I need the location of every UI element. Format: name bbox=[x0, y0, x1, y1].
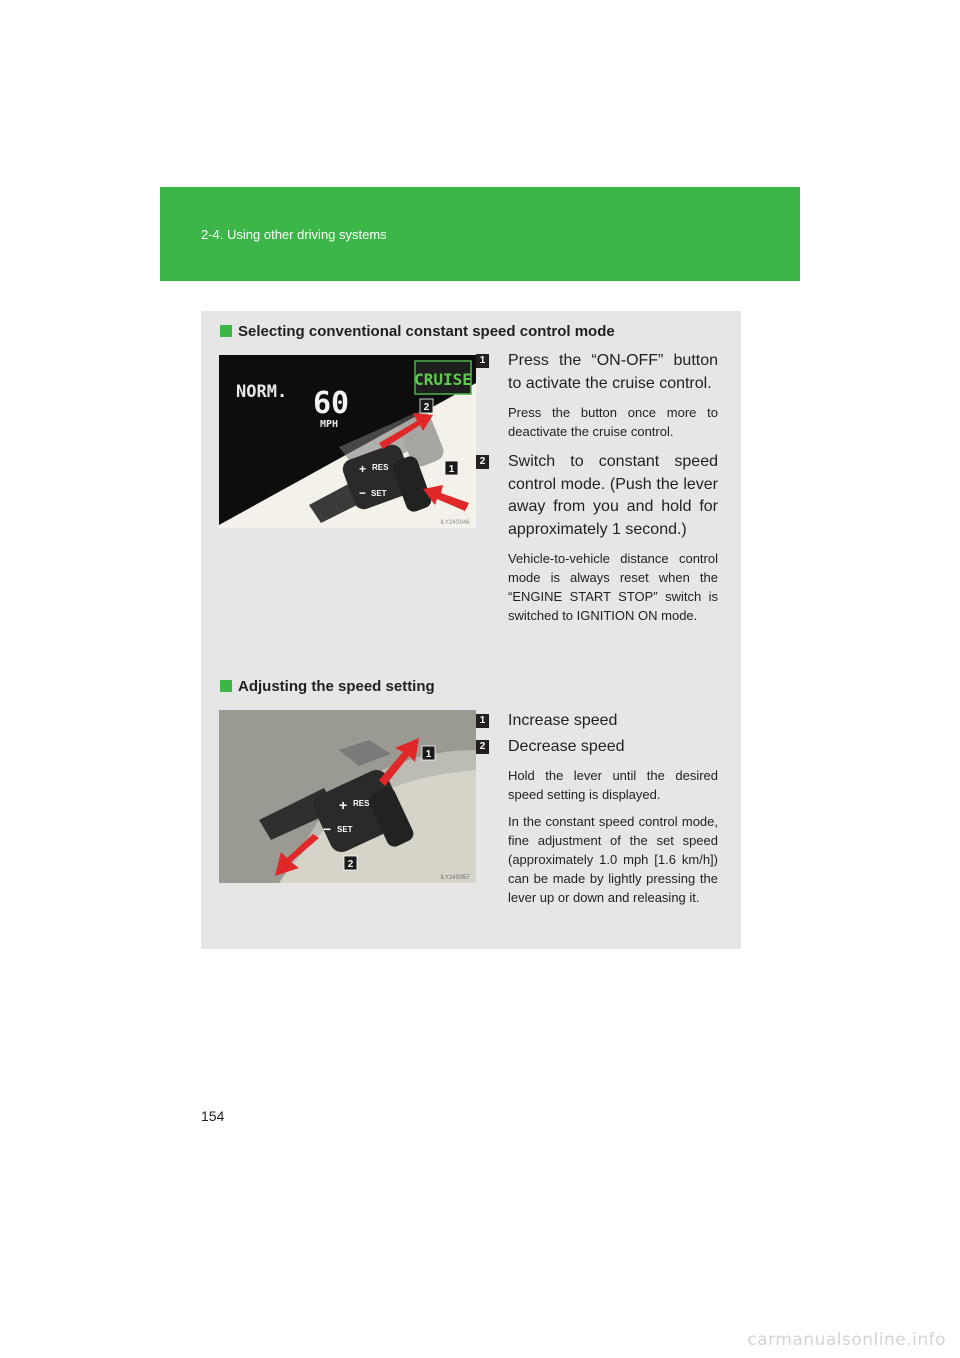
bullet-square-icon bbox=[220, 325, 232, 337]
set-label: SET bbox=[371, 489, 387, 498]
step-item bbox=[476, 710, 718, 733]
lever-diagram-2 bbox=[219, 710, 476, 883]
step-item bbox=[476, 451, 718, 541]
image-callout-1: 1 bbox=[425, 749, 432, 760]
image-callout-2: 2 bbox=[423, 402, 430, 413]
page-number: 154 bbox=[201, 1108, 225, 1124]
section1-heading: Selecting conventional constant speed control mode bbox=[220, 323, 615, 340]
step-note: Vehicle-to-vehicle distance control mode is always reset when the “ENGINE START STOP” switch is switched to IGNITION ON mode. bbox=[508, 551, 718, 623]
section2-heading: Adjusting the speed setting bbox=[220, 678, 435, 695]
image-code-1: ILY24S046 bbox=[440, 520, 470, 526]
lever-diagram-1 bbox=[219, 355, 476, 528]
section1-steps bbox=[476, 350, 718, 625]
section-header-band bbox=[160, 187, 800, 281]
step-item bbox=[476, 736, 718, 759]
res-label: RES bbox=[372, 463, 389, 472]
image-callout-1: 1 bbox=[448, 464, 455, 475]
speed-adjust-illustration bbox=[219, 710, 476, 883]
step-item bbox=[476, 350, 718, 395]
step-note: Press the button once more to deactivate the cruise control. bbox=[508, 405, 718, 439]
image-callout-2: 2 bbox=[347, 859, 354, 870]
step-note: Hold the lever until the desired speed setting is displayed. bbox=[508, 768, 718, 802]
res-label: RES bbox=[353, 799, 370, 808]
speed-readout: 60 bbox=[313, 386, 350, 421]
watermark bbox=[560, 1322, 960, 1358]
step-number-badge: 2 bbox=[476, 455, 489, 469]
cruise-indicator-text: CRUISE bbox=[414, 370, 472, 389]
step-number-badge: 2 bbox=[476, 740, 489, 754]
set-label: SET bbox=[337, 825, 353, 834]
plus-glyph: + bbox=[339, 797, 348, 813]
minus-glyph: − bbox=[323, 821, 332, 837]
step-note: In the constant speed control mode, fine adjustment of the set speed (approximately 1.0 mph [1.6 km/h]) can be made by lightly pressing the lever up or down and releasing it. bbox=[508, 814, 718, 905]
image-code-2: ILY24S057 bbox=[440, 875, 470, 881]
section2-steps bbox=[476, 710, 718, 907]
step-text: Decrease speed bbox=[508, 737, 625, 755]
step-number-badge: 1 bbox=[476, 714, 489, 728]
minus-glyph: − bbox=[359, 486, 367, 500]
plus-glyph: + bbox=[359, 462, 367, 476]
step-text: Press the “ON-OFF” button to activate the cruise control. bbox=[508, 352, 718, 392]
speed-unit: MPH bbox=[320, 419, 339, 430]
step-text: Increase speed bbox=[508, 712, 618, 729]
watermark-text: carmanualsonline.info bbox=[747, 1330, 946, 1350]
display-mode-text: NORM. bbox=[236, 382, 288, 402]
content-panel bbox=[201, 311, 741, 949]
section-title: 2-4. Using other driving systems bbox=[201, 227, 387, 242]
cruise-on-off-illustration bbox=[219, 355, 476, 528]
bullet-square-icon bbox=[220, 680, 232, 692]
step-text: Switch to constant speed control mode. (Push the lever away from you and hold for approximately 1 second.) bbox=[508, 453, 718, 538]
step-number-badge: 1 bbox=[476, 354, 489, 368]
